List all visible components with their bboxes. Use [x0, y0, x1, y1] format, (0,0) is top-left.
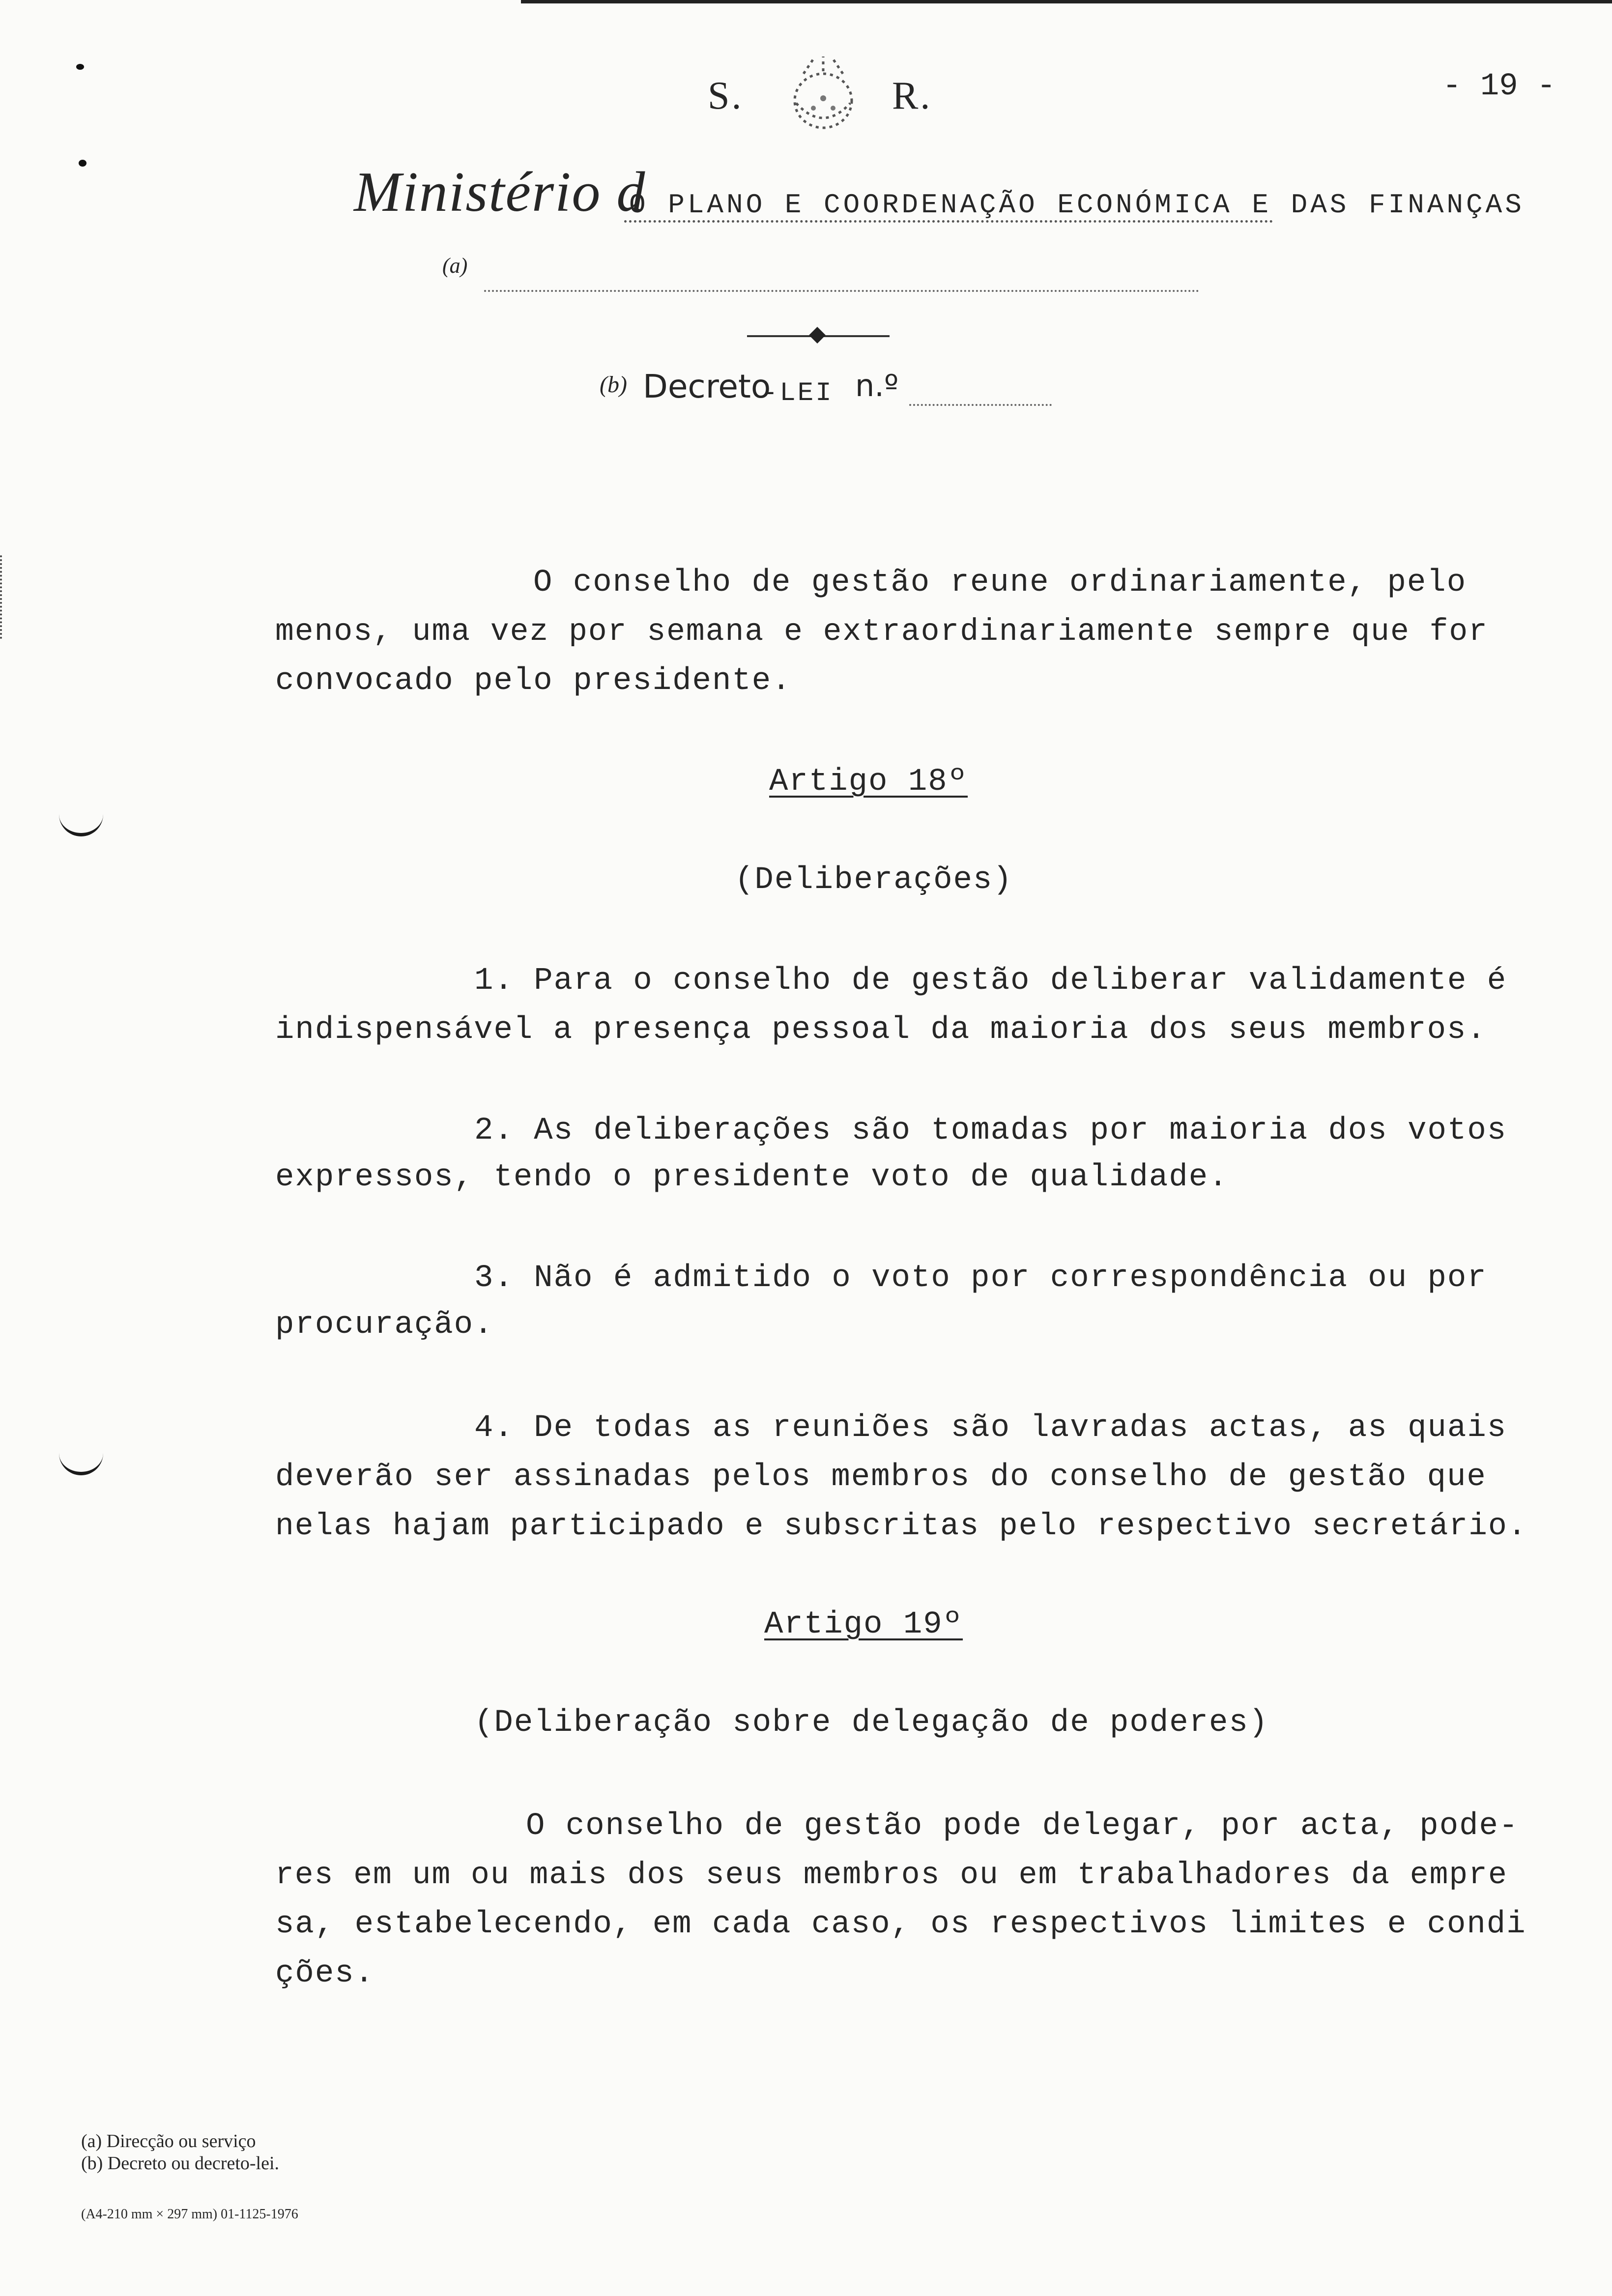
margin-ruler — [0, 555, 7, 639]
item-3-line-1: 3. Não é admitido o voto por correspondência ou por — [474, 1261, 1487, 1296]
item-4-line-3: nelas hajam participado e subscritas pelo respectivo secretário. — [275, 1509, 1527, 1544]
ministry-name: O PLANO E COORDENAÇÃO ECONÓMICA E DAS FINANÇAS — [629, 189, 1525, 221]
article-18-title: Artigo 18º — [769, 764, 968, 800]
top-edge-line — [521, 0, 1612, 3]
intro-line-2: menos, uma vez por semana e extraordinariamente sempre que for — [275, 614, 1488, 649]
item-4-line-1: 4. De todas as reuniões são lavradas actas, as quais — [474, 1410, 1507, 1446]
diamond-icon — [809, 327, 826, 344]
intro-line-3: convocado pelo presidente. — [275, 663, 792, 699]
header-letter-r: R. — [892, 74, 932, 117]
decreto-typed-lei: -LEI — [762, 378, 834, 408]
intro-line-1: O conselho de gestão reune ordinariamente, pelo — [533, 565, 1467, 601]
item-2-line-2: expressos, tendo o presidente voto de qualidade. — [275, 1160, 1229, 1195]
item-2-line-1: 2. As deliberações são tomadas por maioria dos votos — [474, 1113, 1507, 1148]
item-3-line-2: procuração. — [275, 1307, 494, 1343]
article-19-line-1: O conselho de gestão pode delegar, por acta, pode- — [526, 1808, 1519, 1844]
margin-dot-2 — [79, 160, 86, 167]
decreto-number-label: n.º — [855, 368, 899, 403]
article-19-line-4: ções. — [275, 1956, 375, 1991]
item-1-line-1: 1. Para o conselho de gestão deliberar validamente é — [474, 963, 1507, 999]
decreto-dotted-line — [909, 404, 1052, 406]
margin-dot-1 — [76, 64, 84, 70]
article-19-title: Artigo 19º — [764, 1607, 963, 1642]
decreto-label: Decreto — [643, 368, 771, 405]
header-letter-s: S. — [708, 74, 744, 117]
ministry-prefix: Ministério d — [354, 161, 646, 224]
page-number: - 19 - — [1442, 69, 1556, 104]
margin-mark-2 — [59, 1450, 103, 1475]
item-4-line-2: deverão ser assinadas pelos membros do conselho de gestão que — [275, 1460, 1487, 1495]
field-label-b: (b) — [600, 372, 627, 398]
article-19-subtitle: (Deliberação sobre delegação de poderes) — [474, 1705, 1269, 1741]
footnote-b: (b) Decreto ou decreto-lei. — [81, 2153, 280, 2174]
item-1-line-2: indispensável a presença pessoal da maioria dos seus membros. — [275, 1012, 1487, 1048]
field-label-a: (a) — [442, 254, 468, 278]
article-18-subtitle: (Deliberações) — [735, 862, 1013, 898]
article-19-line-3: sa, estabelecendo, em cada caso, os respectivos limites e condi — [275, 1907, 1526, 1942]
coat-of-arms-seal-icon — [774, 54, 872, 138]
form-code: (A4-210 mm × 297 mm) 01-1125-1976 — [81, 2207, 298, 2222]
margin-mark-1 — [59, 811, 103, 836]
footnote-a: (a) Direcção ou serviço — [81, 2131, 256, 2152]
ministry-dotted-line — [624, 220, 1273, 223]
article-19-line-2: res em um ou mais dos seus membros ou em trabalhadores da empre — [275, 1858, 1508, 1893]
field-a-dotted-line — [484, 290, 1199, 292]
